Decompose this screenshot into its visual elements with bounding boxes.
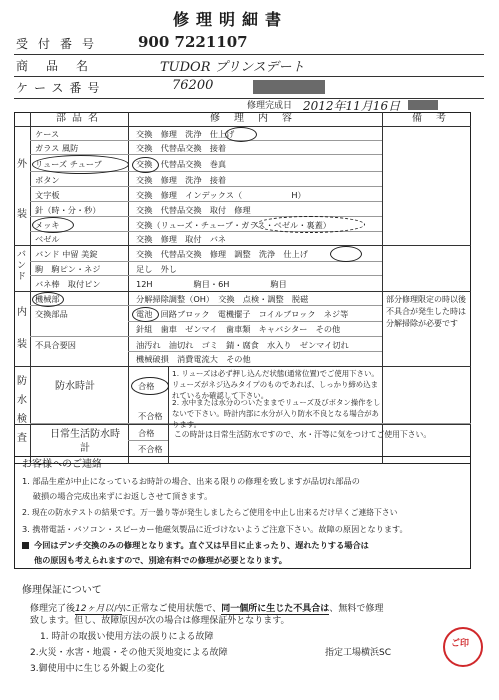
waterproof-fail: 不合格 (138, 411, 163, 421)
mark-circle (32, 155, 129, 174)
redaction-bar (253, 80, 325, 94)
daily-fail: 不合格 (138, 444, 163, 454)
mark-circle (32, 292, 64, 307)
section-exterior-2: 装 (17, 209, 27, 220)
daily-pass: 合格 (138, 428, 155, 438)
section-band: バンド (17, 250, 27, 282)
section-interior-1: 内 (17, 307, 27, 318)
col-part: 部品名 (56, 113, 104, 124)
interior-part-0: 機械部 (35, 294, 60, 304)
interior-part-3: 不具合要因 (35, 340, 76, 350)
exterior-part-7: ベゼル (35, 234, 60, 244)
mark-circle (132, 307, 159, 322)
product-label: 商品名 (16, 59, 107, 73)
factory-name: 指定工場横浜SC (325, 648, 391, 658)
notice-item-5: 他の原因も考えられますので、別途有料での修理が必要となります。 (34, 555, 287, 565)
band-part-0: バンド 中留 美錠 (35, 249, 98, 259)
notice-heading: お客様へのご連絡 (22, 459, 102, 470)
warranty-item-2: 2.火災・水害・地震・その他天災地変による故障 (30, 648, 228, 658)
interior-part-1: 交換部品 (35, 309, 68, 319)
warranty-line-2: 致します。但し、故障原因が次の場合は修理保証外となります。 (30, 616, 290, 626)
completion-label: 修理完成日 (247, 101, 293, 111)
checkbox-battery (22, 542, 29, 549)
mark-circle (32, 217, 74, 233)
exterior-part-2: リューズ チューブ (35, 159, 102, 169)
notice-item-1b: 破損の場合完成出来ずにお返しさせて頂きます。 (22, 491, 213, 501)
col-content: 修理内容 (210, 113, 306, 124)
document-title: 修理明細書 (173, 10, 289, 29)
mark-circle (132, 157, 159, 173)
mark-circle (330, 246, 362, 262)
seal-stamp-text: ご印 (451, 639, 470, 649)
exterior-part-0: ケース (35, 129, 60, 139)
interior-content-4: 機械破損 消費電流大 その他 (136, 354, 251, 364)
completion-date: 2012年11月16日 (303, 99, 401, 113)
case-value: 76200 (172, 78, 214, 93)
reception-value: 900 7221107 (138, 33, 248, 51)
exterior-part-3: ボタン (35, 175, 60, 185)
band-part-1: 駒 駒ピン・ネジ (35, 264, 101, 274)
notice-item-1: 1. 部品生産が中止になっているお時計の場合、出来る限りの修理を致しますが品切れ部品の (22, 476, 360, 486)
exterior-content-1: 交換 代替品交換 接着 (136, 143, 227, 153)
exterior-content-3: 交換 修理 洗浄 接着 (136, 175, 227, 185)
band-part-2: バネ棒 取付ピン (35, 279, 101, 289)
warranty-heading: 修理保証について (22, 585, 102, 596)
waterproof-pass: 合格 (138, 381, 155, 391)
exterior-content-5: 交換 代替品交換 取付 修理 (136, 205, 251, 215)
exterior-content-7: 交換 修理 取付 バネ (136, 234, 227, 244)
interior-content-0: 分解掃除調整（OH） 交換 点検・調整 脱磁 (136, 294, 309, 304)
waterproof-note-1: 1. リューズは必ず押し込んだ状態(通常位置)でご使用下さい。リューズがネジ込みタイプのものであれば、しっかり締め込まれているか確認して下さい。 (172, 369, 379, 400)
interior-content-3: 油汚れ 油切れ ゴミ 錆・腐食 水入り ゼンマイ切れ (136, 340, 349, 350)
daily-label: 日常生活防水時計 (50, 429, 120, 454)
waterproof-note-2: 2. 水中または水分のついたままでリューズ及びボタン操作をしないで下さい。時計内部に水分が入り防水不良となる場合があります。 (172, 398, 381, 429)
exterior-part-6: メッキ (35, 220, 60, 230)
exterior-part-4: 文字板 (35, 190, 60, 200)
exterior-part-5: 針（時・分・秒） (35, 205, 101, 215)
exterior-content-6: 交換（リューズ・チューブ・ガラス・ベゼル・裏蓋） (136, 220, 331, 230)
redaction-bar (408, 100, 438, 110)
notice-item-3: 3. 携帯電話・パソコン・スピーカー他磁気製品に近づけないようご注意下さい。故障の原因となります。 (22, 524, 408, 534)
band-content-1: 足し 外し (136, 264, 177, 274)
interior-content-2: 針組 歯車 ゼンマイ 歯車類 キャバシター その他 (136, 324, 341, 334)
band-content-0: 交換 代替品交換 修理 調整 洗浄 仕上げ (136, 249, 308, 259)
waterproof-label: 防水時計 (55, 381, 95, 392)
reception-label: 受付番号 (16, 37, 105, 51)
exterior-part-1: ガラス 風防 (35, 143, 79, 153)
warranty-item-3: 3.御使用中に生じる外観上の変化 (30, 664, 165, 674)
case-label: ケース番号 (16, 81, 106, 95)
notice-item-2: 2. 現在の防水テストの結果です。万一曇り等が発生しましたらご使用を中止し出来るだけ早くご連絡下さい (22, 508, 398, 517)
daily-note: この時計は日常生活防水ですので、水・汗等に気をつけてご使用下さい。 (174, 430, 432, 439)
section-waterproof: 防水検査 (17, 376, 27, 444)
band-content-2: 12H 駒目・6H 駒目 (136, 279, 287, 289)
note-interior: 部分修理限定の時以後不具合が発生した時は分解掃除が必要です (386, 295, 466, 328)
exterior-content-4: 交換 修理 インデックス（ H） (136, 190, 306, 200)
mark-circle (225, 127, 257, 142)
notice-item-4: 今回はデンチ交換のみの修理となります。直ぐ又は早目に止まったり、遅れたりする場合は (34, 540, 369, 550)
section-interior-2: 装 (17, 339, 27, 350)
interior-content-1: 電池 回路ブロック 電機擺子 コイルブロック ネジ等 (136, 309, 349, 319)
warranty-item-1: 1. 時計の取扱い使用方法の誤りによる故障 (40, 632, 214, 642)
product-value: TUDOR プリンスデート (160, 60, 305, 75)
col-note: 備考 (412, 113, 460, 124)
exterior-content-2: 交換 代替品交換 巻真 (136, 159, 227, 169)
mark-circle (255, 216, 365, 233)
warranty-line-1: 修理完了後12ヶ月以内に正常なご使用状態で、同一個所に生じた不具合は、無料で修理 (30, 604, 384, 614)
exterior-content-0: 交換 修理 洗浄 仕上げ (136, 129, 235, 139)
pass-circle (131, 377, 169, 395)
section-exterior-1: 外 (17, 159, 27, 170)
